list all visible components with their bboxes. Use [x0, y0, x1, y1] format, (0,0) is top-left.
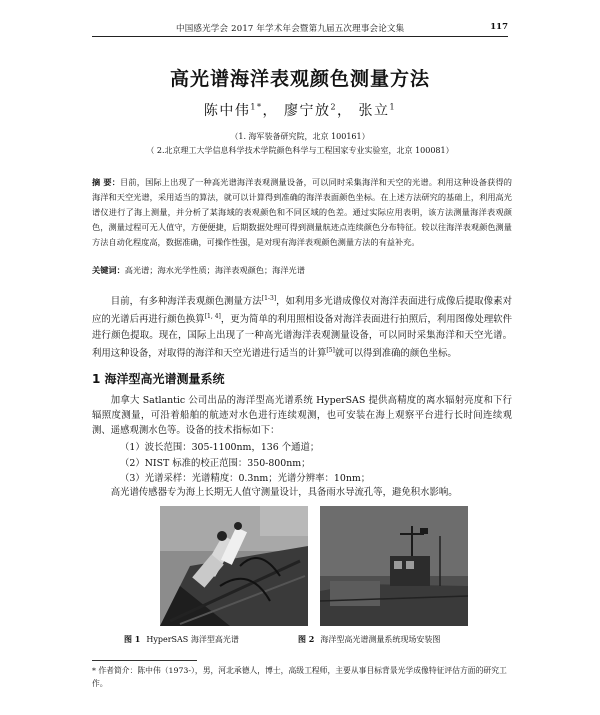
sensor-description: 高光谱传感器专为海上长期无人值守测量设计，具备雨水导流孔等，避免积水影响。: [110, 487, 458, 498]
keywords-label: 关键词：: [92, 265, 125, 275]
figure-caption-text: HyperSAS 海洋型高光谱: [146, 635, 239, 644]
intro-text: ，更为简单的利用照相设备对海洋表面进行拍照后，利用图像处理软件进行颜色提取。现在，国际上出现了一种高光谱海洋表观测量设备，可以同时采集海洋和天空光谱。利用这种设备，对取得的海洋和天空光谱进行适当的计算: [92, 314, 512, 359]
citation: [1, 4]: [204, 313, 221, 321]
ship-installation-image: [320, 506, 468, 626]
spec-item: （1）波长范围：305-1100nm，136 个通道；: [120, 442, 320, 453]
author-list: [0, 100, 600, 120]
abstract-label: 摘 要：: [92, 177, 121, 187]
intro-text: 就可以得到准确的颜色坐标。: [334, 347, 457, 359]
keywords: [92, 263, 512, 278]
abstract-text: 目前，国际上出现了一种高光谱海洋表观测量设备，可以同时采集海洋和天空的光谱。利用这种设备获得的海洋和天空光谱，采用适当的算法，就可以计算得到准确的海洋表面颜色坐标。在上述方法研究的基础上，利用高光谱仪进行了海上测量，并分析了某海域的表观颜色和不同区域的色差。通过实际应用表明，该方法测量海洋表观颜色，测量过程可无人值守，方便便捷，后期数据处理可得到测量航迹点连续颜色分布特征。较以往海洋表观颜色测量方法自动化程度高，数据准确，可操作性强，是对现有海洋表观颜色测量方法的有益补充。: [92, 177, 512, 247]
intro-paragraph: [92, 291, 512, 361]
author-affil-mark: 1: [389, 102, 397, 112]
keywords-text: 高光谱；海水光学性质；海洋表观颜色；海洋光谱: [124, 265, 305, 275]
figure-label: 图 1: [124, 634, 141, 644]
spec-item: （2）NIST 标准的校正范围：350-800nm；: [120, 458, 311, 469]
figure-2-photo: [320, 506, 468, 626]
figure-caption-text: 海洋型高光谱测量系统现场安装图: [320, 635, 441, 644]
paper-title: 高光谱海洋表观颜色测量方法: [169, 68, 430, 90]
author-footnote: * 作者简介：陈中伟（1973-），男，河北承德人，博士，高级工程师，主要从事目标背景光学成像特征评估方面的研究工作。: [92, 666, 507, 688]
hypersas-sensor-image: [160, 506, 308, 626]
footnote-divider: [92, 660, 197, 661]
page-number: 117: [490, 22, 508, 32]
conference-name: 中国感光学会 2017 年学术年会暨第九届五次理事会论文集: [176, 24, 405, 34]
affiliation-1: （1. 海军装备研究院，北京 100161）: [230, 132, 370, 141]
author-separator: ，: [337, 103, 353, 119]
section-heading: 1 海洋型高光谱测量系统: [92, 372, 225, 386]
running-header: [92, 22, 508, 37]
figure-1-caption: [124, 634, 239, 645]
citation: [5]: [326, 346, 335, 354]
author-affil-mark: 2: [330, 102, 338, 112]
section-paragraph: 加拿大 Satlantic 公司出品的海洋型高光谱系统 HyperSAS 提供高精度的离水辐射亮度和下行辐照度测量，可沿着船舶的航迹对水色进行连续观测，也可安装在海上观察平台进行长时间连续观测、遥感观测水色等。设备的技术指标如下：: [92, 395, 512, 437]
figure-2-caption: [298, 634, 440, 645]
figure-1-photo: [160, 506, 308, 626]
citation: [1-3]: [261, 295, 277, 302]
intro-text: ，如利用多光谱成像仪对海洋表面进行成像后提取像素对应的光谱后再进行颜色换算: [92, 296, 512, 326]
author-affil-mark: 1*: [250, 102, 263, 112]
author-name: 廖宁放: [283, 103, 331, 119]
author-name: 陈中伟: [203, 103, 251, 119]
spec-item: （3）光谱采样：光谱精度：0.3nm；光谱分辨率：10nm；: [120, 473, 371, 484]
abstract: [92, 175, 512, 250]
figure-label: 图 2: [298, 634, 315, 644]
author-separator: ，: [262, 103, 278, 119]
author-name: 张立: [358, 103, 390, 119]
affiliation-2: （ 2.北京理工大学信息科学技术学院颜色科学与工程国家专业实验室，北京 100081）: [146, 146, 454, 155]
intro-text: 目前，有多种海洋表观颜色测量方法: [110, 296, 262, 308]
